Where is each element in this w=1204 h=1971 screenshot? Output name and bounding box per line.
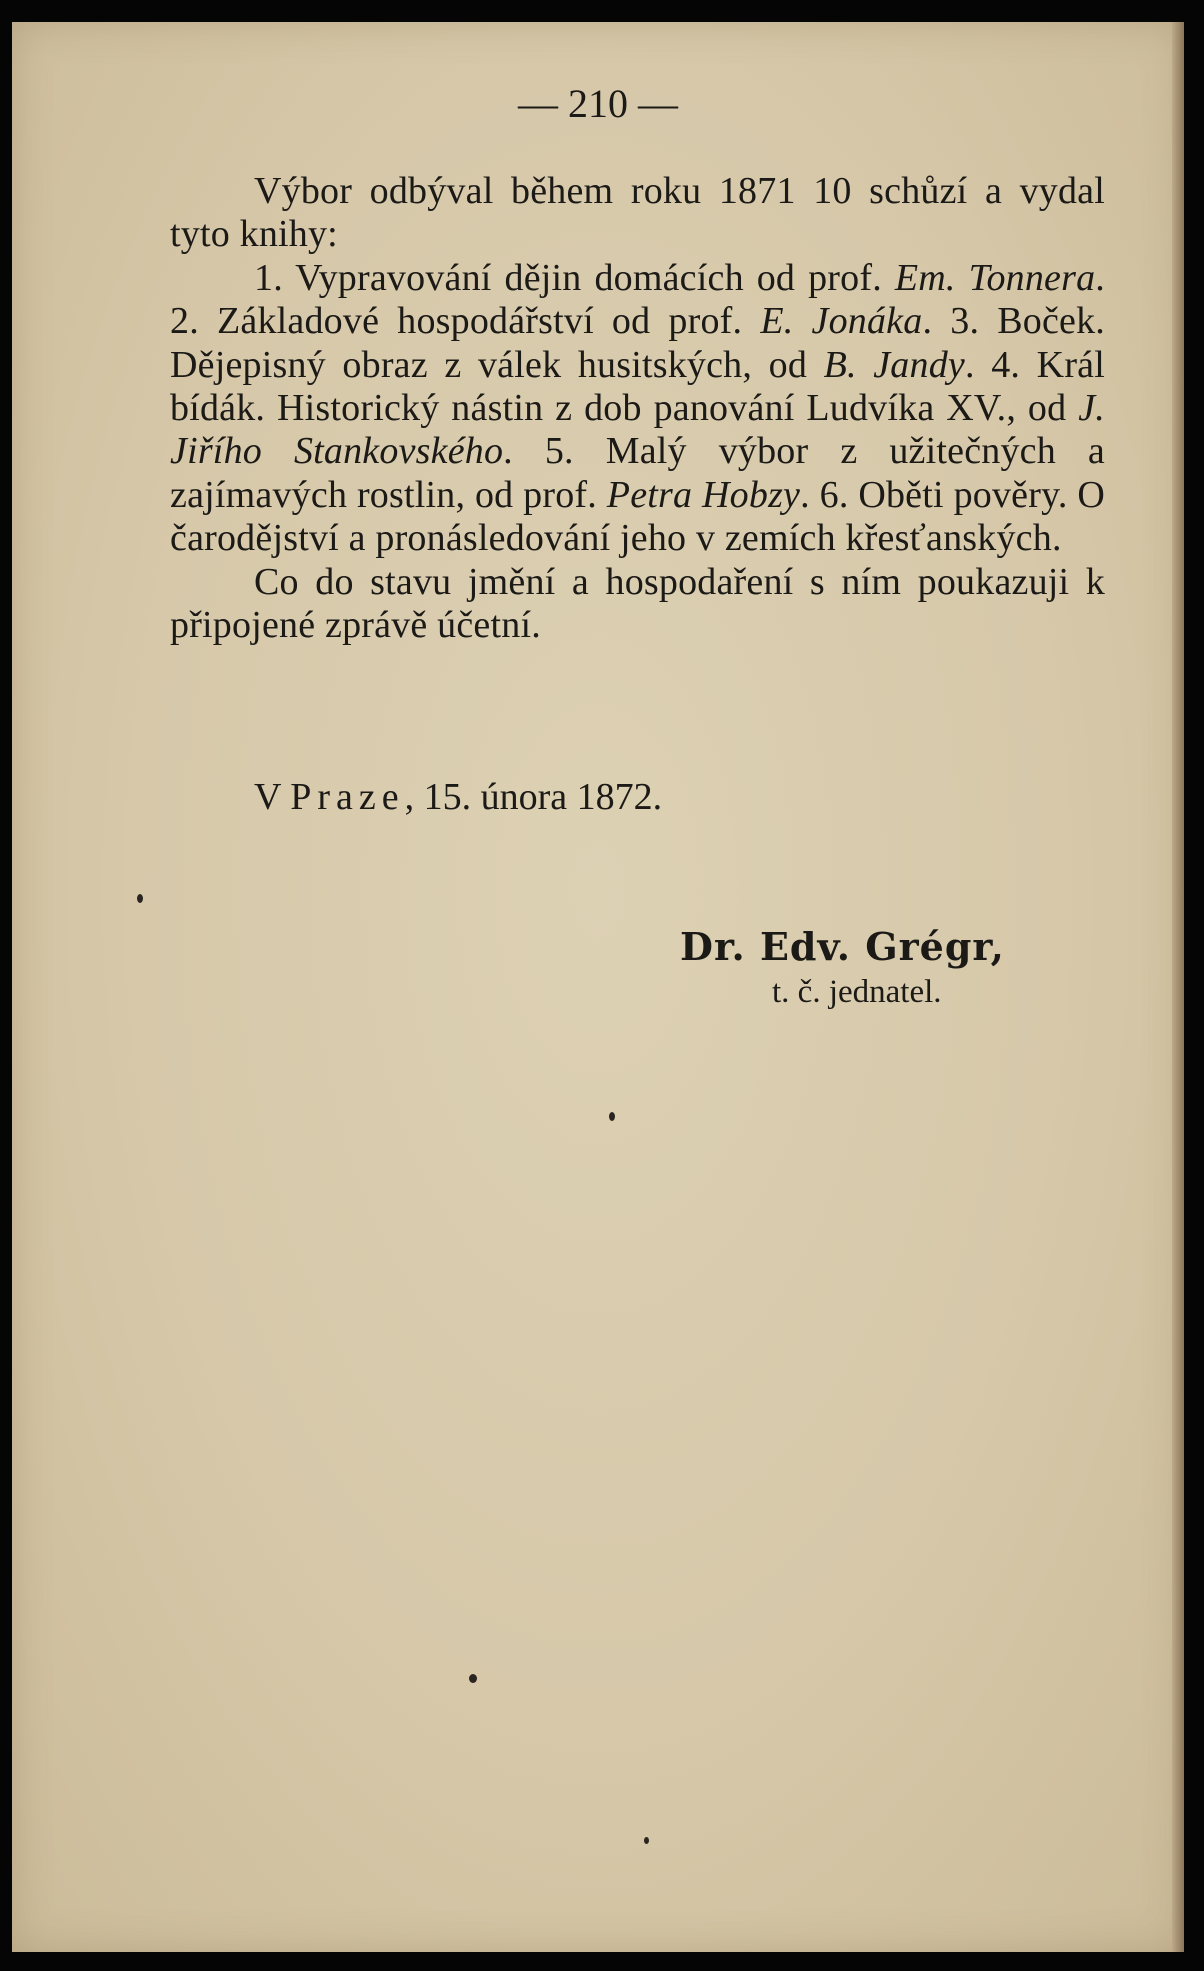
book-list-text-1: 1. Vypravování dějin domácích od prof. bbox=[254, 256, 895, 299]
signature-title: t. č. jednatel. bbox=[772, 974, 942, 1010]
paragraph-finances: Co do stavu jmění a hospodaření s ním poukazuji k připojené zprávě účetní. bbox=[170, 560, 1105, 647]
author-stankovsky: J. Jiřího Stankovského bbox=[170, 387, 1105, 473]
book-list-text-3: . 3. Boček. Dějepisný obraz z válek husitských, od bbox=[170, 300, 1106, 386]
paper-speck bbox=[137, 894, 143, 903]
paper-speck bbox=[609, 1112, 615, 1121]
dateline-date: , 15. února 1872. bbox=[404, 776, 663, 818]
signature-name: Dr. Edv. Grégr, bbox=[680, 924, 1005, 969]
paragraph-book-list bbox=[170, 257, 1105, 561]
book-list-text-4: . 4. Král bídák. Historický nástin z dob panování Ludvíka XV., od bbox=[170, 343, 1106, 430]
page-text bbox=[12, 22, 1184, 1952]
paper-speck bbox=[644, 1837, 649, 1844]
book-list-text-2: . 2. Základové hospodářství od prof. bbox=[170, 256, 1105, 343]
dateline-place: Praze bbox=[290, 776, 405, 818]
author-tonner: Em. Tonnera bbox=[894, 256, 1096, 299]
page-number: — 210 — bbox=[518, 81, 678, 126]
body-text bbox=[170, 170, 1105, 647]
paper-speck bbox=[469, 1674, 477, 1683]
dateline bbox=[254, 774, 662, 820]
book-list-text-5: . 5. Malý výbor z užitečných a zajímavých rostlin, od prof. bbox=[170, 430, 1105, 516]
paragraph-committee: Výbor odbýval během roku 1871 10 schůzí a vydal tyto knihy: bbox=[170, 170, 1105, 256]
author-jandy: B. Jandy bbox=[823, 343, 965, 386]
book-list-text-6: . 6. Oběti pověry. O čarodějství a pronásledování jeho v zemích křesťanských. bbox=[170, 473, 1105, 560]
book-page bbox=[12, 22, 1184, 1952]
dateline-prefix: V bbox=[254, 776, 291, 818]
author-hobza: Petra Hobzy bbox=[606, 473, 801, 516]
author-jonak: E. Jonáka bbox=[760, 300, 923, 343]
